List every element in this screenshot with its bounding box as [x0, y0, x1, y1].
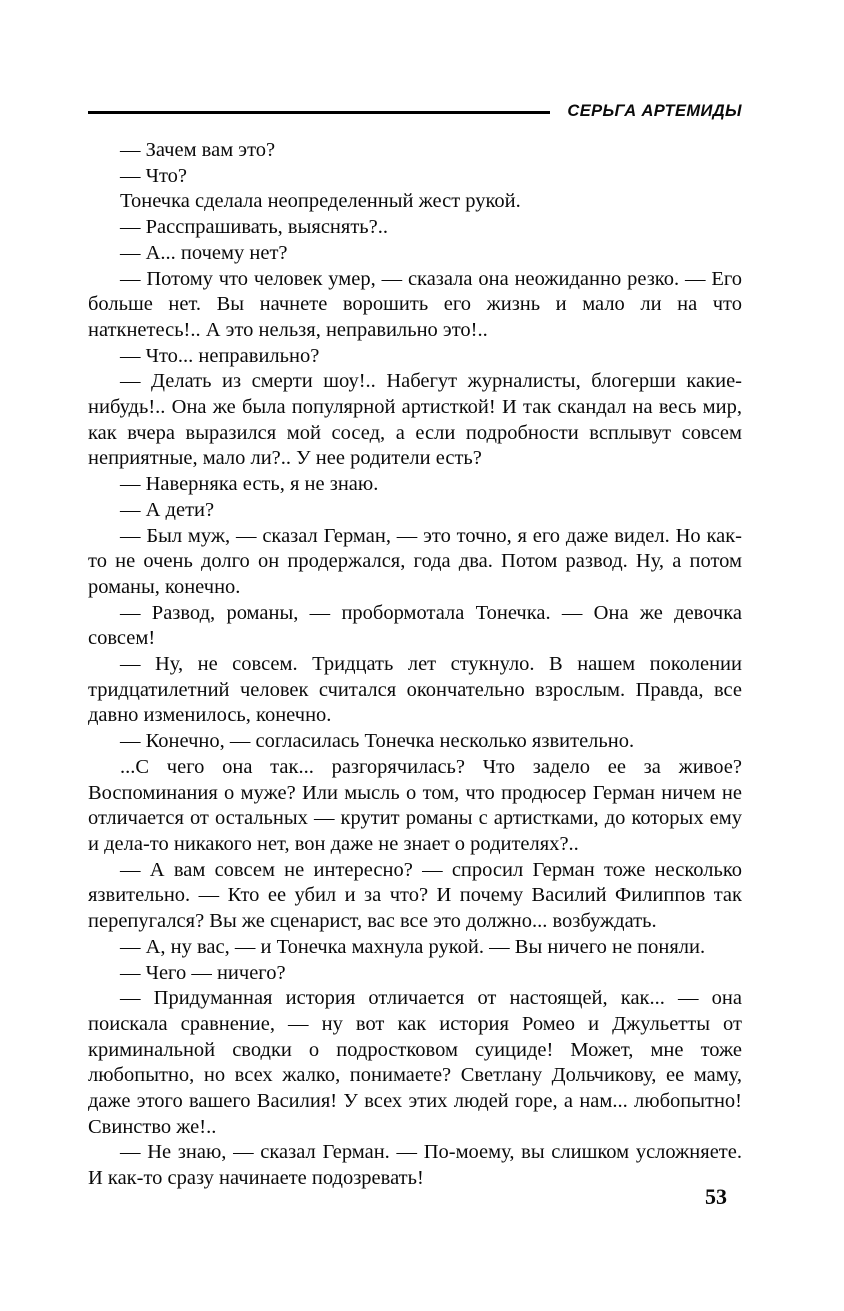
paragraph: — Был муж, — сказал Герман, — это точно, я его даже видел. Но как-то не очень долго он продержался, года два. Потом развод. Ну, а потом романы, конечно. — [88, 524, 742, 598]
paragraph: — Зачем вам это? — [120, 139, 276, 161]
paragraph: — А вам совсем не интересно? — спросил Герман тоже несколько язвительно. — Кто ее убил и за что? И почему Василий Филиппов так перепугался? Вы же сценарист, вас все это должно... возбуждать. — [88, 858, 742, 933]
paragraph: — Придуманная история отличается от настоящей, как... — она поискала сравнение, — ну вот как история Ромео и Джульетты от криминальной сводки о подростковом суициде! Может, мне тоже любопытно, но всех жалко, понимаете? Светлану Дольчикову, ее маму, даже этого вашего Василия! У всех этих людей горе, а нам... любопытно! Свинство же!.. — [88, 987, 742, 1138]
header-rule — [88, 111, 550, 114]
paragraph: — Делать из смерти шоу!.. Набегут журналисты, блогерши какие-нибудь!.. Она же была популярной артисткой! И так скандал на весь мир, как вчера выразился мой сосед, а если подробности всплывут совсем неприятные, мало ли?.. У нее родители есть? — [88, 370, 742, 470]
paragraph: — Расспрашивать, выяснять?.. — [120, 216, 388, 239]
paragraph: — Развод, романы, — пробормотала Тонечка. — Она же девочка совсем! — [88, 601, 742, 650]
page-header — [88, 0, 742, 122]
paragraph: — Наверняка есть, я не знаю. — [120, 473, 379, 496]
paragraph: — Ну, не совсем. Тридцать лет стукнуло. В нашем поколении тридцатилетний человек считался окончательно взрослым. Правда, все давно изменилось, конечно. — [88, 653, 742, 727]
paragraph: — Конечно, — согласилась Тонечка несколько язвительно. — [120, 730, 635, 753]
paragraph: — А дети? — [120, 498, 215, 521]
paragraph: — А, ну вас, — и Тонечка махнула рукой. — Вы ничего не поняли. — [120, 935, 706, 958]
paragraph: Тонечка сделала неопределенный жест рукой. — [120, 190, 521, 213]
paragraph: ...С чего она так... разгорячилась? Что задело ее за живое? Воспоминания о муже? Или мысль о том, что продюсер Герман ничем не отличается от остальных — крутит романы с артистками, до которых ему и дела-то никакого нет, вон даже не знает о родителях?.. — [88, 755, 742, 855]
page-body — [88, 138, 742, 1192]
page-number: 53 — [705, 1184, 727, 1209]
paragraph: — Чего — ничего? — [120, 961, 286, 984]
paragraph: — Потому что человек умер, — сказала она неожиданно резко. — Его больше нет. Вы начнете ворошить его жизнь и мало ли на что наткнетесь!.. А это нельзя, неправильно это!.. — [88, 267, 742, 341]
running-title: СЕРЬГА АРТЕМИДЫ — [567, 101, 742, 120]
paragraph: — А... почему нет? — [120, 241, 288, 264]
paragraph: — Что? — [120, 164, 187, 187]
paragraph: — Не знаю, — сказал Герман. — По-моему, вы слишком усложняете. И как-то сразу начинаете подозревать! — [88, 1141, 742, 1190]
paragraph: — Что... неправильно? — [120, 344, 320, 367]
